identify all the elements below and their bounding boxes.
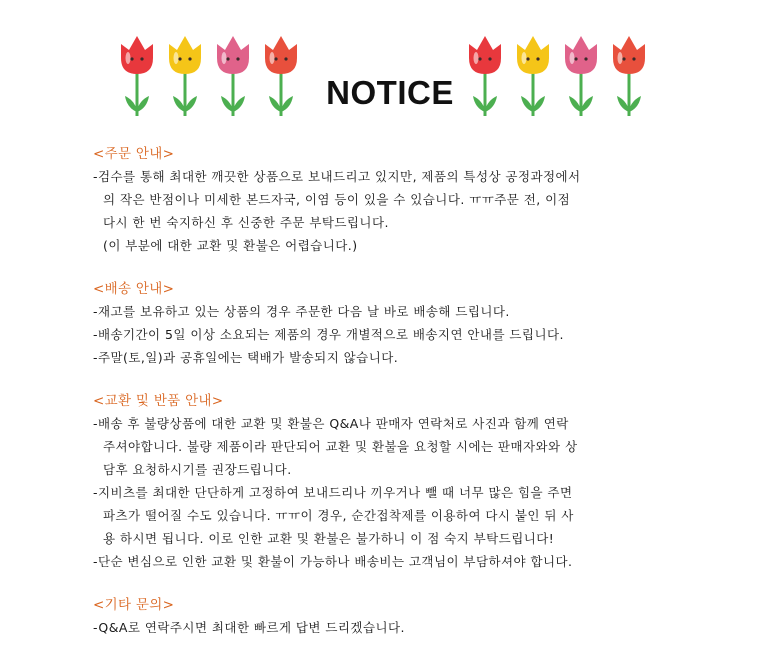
notice-line: -배송기간이 5일 이상 소요되는 제품의 경우 개별적으로 배송지연 안내를 드립니다. xyxy=(93,327,564,342)
notice-line: -지비츠를 최대한 단단하게 고정하여 보내드리나 끼우거나 뺄 때 너무 많은 힘을 주면 xyxy=(93,485,573,500)
notice-line: 주셔야합니다. 불량 제품이라 판단되어 교환 및 환불을 요청할 시에는 판매자와와 상 xyxy=(103,439,578,454)
notice-line: -단순 변심으로 인한 교환 및 환불이 가능하나 배송비는 고객님이 부담하셔야 합니다. xyxy=(93,554,573,569)
notice-line: -주말(토,일)과 공휴일에는 택배가 발송되지 않습니다. xyxy=(93,350,399,365)
notice-content xyxy=(93,143,693,660)
notice-section xyxy=(93,390,693,573)
section-body xyxy=(93,412,693,573)
notice-line: 파츠가 떨어질 수도 있습니다. ㅠㅠ이 경우, 순간접착제를 이용하여 다시 붙인 뒤 사 xyxy=(103,508,574,523)
notice-line: 용 하시면 됩니다. 이로 인한 교환 및 환불은 불가하니 이 점 숙지 부탁드립니다! xyxy=(103,531,555,546)
notice-line: 담후 요청하시기를 권장드립니다. xyxy=(103,462,292,477)
notice-section xyxy=(93,278,693,369)
tulip-icon xyxy=(515,32,551,120)
section-title: <기타 문의> xyxy=(93,597,175,613)
notice-header xyxy=(0,0,780,130)
section-title: <배송 안내> xyxy=(93,281,175,297)
notice-line: -Q&A로 연락주시면 최대한 빠르게 답변 드리겠습니다. xyxy=(93,620,405,635)
notice-line: 다시 한 번 숙지하신 후 신중한 주문 부탁드립니다. xyxy=(103,215,389,230)
section-title: <교환 및 반품 안내> xyxy=(93,393,224,409)
section-body xyxy=(93,616,693,639)
section-title: <주문 안내> xyxy=(93,146,175,162)
section-body xyxy=(93,165,693,257)
page-title: NOTICE xyxy=(326,74,454,111)
tulip-icon xyxy=(611,32,647,120)
notice-line: -검수를 통해 최대한 깨끗한 상품으로 보내드리고 있지만, 제품의 특성상 공정과정에서 xyxy=(93,169,581,184)
tulip-decoration-right xyxy=(467,32,647,120)
notice-section xyxy=(93,143,693,257)
notice-line: 의 작은 반점이나 미세한 본드자국, 이염 등이 있을 수 있습니다. ㅠㅠ주문 전, 이점 xyxy=(103,192,571,207)
tulip-icon xyxy=(563,32,599,120)
tulip-icon xyxy=(467,32,503,120)
notice-section xyxy=(93,594,693,639)
section-body xyxy=(93,300,693,369)
notice-line: -배송 후 불량상품에 대한 교환 및 환불은 Q&A나 판매자 연락처로 사진과 함께 연락 xyxy=(93,416,569,431)
notice-line: -재고를 보유하고 있는 상품의 경우 주문한 다음 날 바로 배송해 드립니다. xyxy=(93,304,510,319)
notice-line: (이 부분에 대한 교환 및 환불은 어렵습니다.) xyxy=(103,238,358,253)
